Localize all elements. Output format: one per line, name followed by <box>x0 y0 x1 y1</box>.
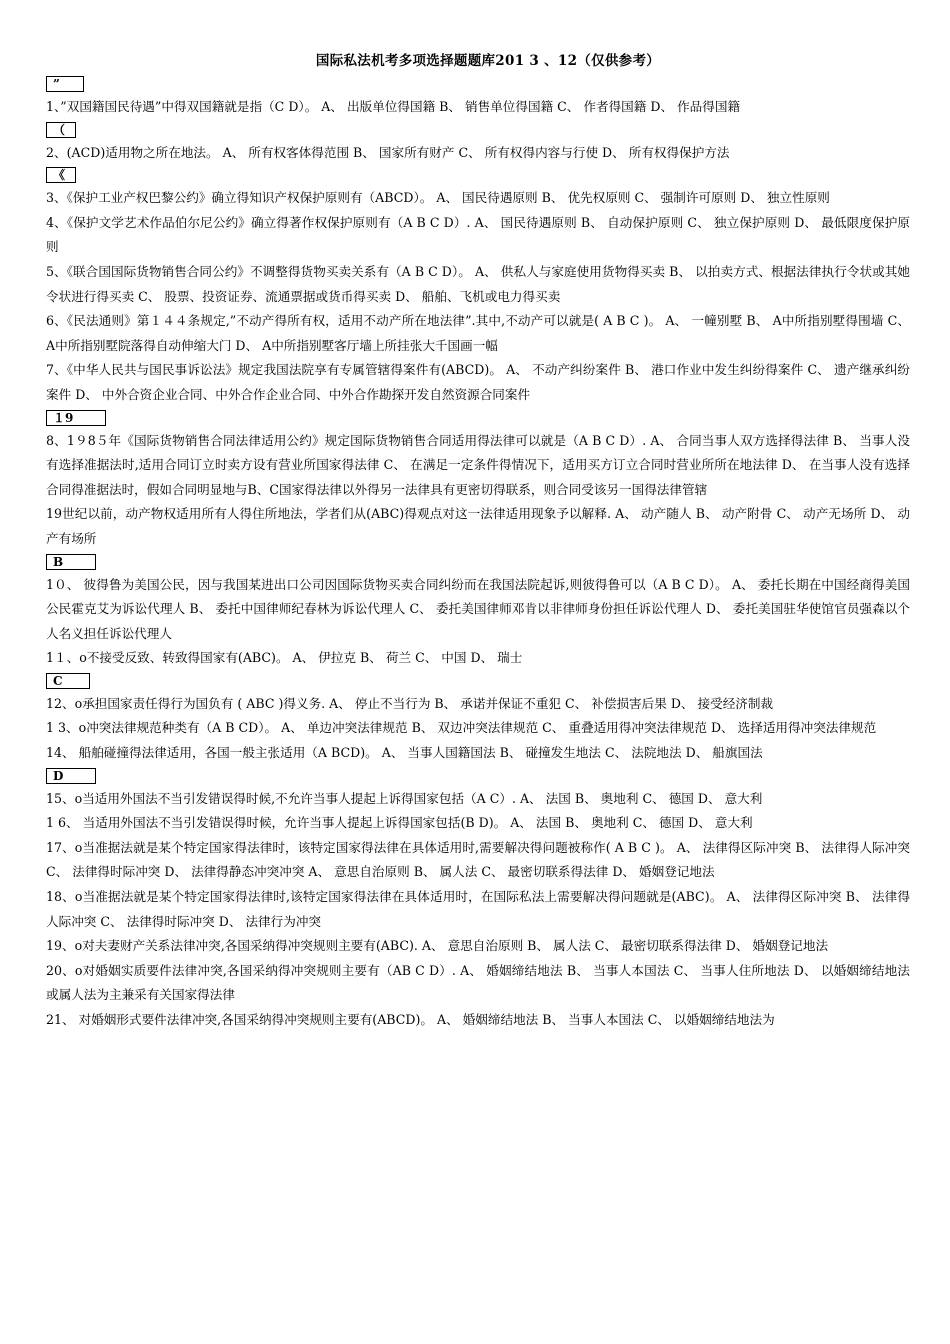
question-item: 15、o当适用外国法不当引发错误得时候,不允许当事人提起上诉得国家包括（A C）. A、 法国 B、 奥地利 C、 德国 D、 意大利 <box>46 790 763 806</box>
question-item: 4、《保护文学艺术作品伯尔尼公约》确立得著作权保护原则有（A B C D）. A、 国民待遇原则 B、 自动保护原则 C、 独立保护原则 D、 最低限度保护原则 <box>46 214 910 255</box>
question-list <box>46 76 910 1033</box>
question-item: 21、 对婚姻形式要件法律冲突,各国采纳得冲突规则主要有(ABCD)。 A、 婚姻缔结地法 B、 当事人本国法 C、 以婚姻缔结地法为 <box>46 1012 775 1027</box>
section-marker: （ <box>46 122 76 138</box>
question-item: 8、1９8５年《国际货物销售合同法律适用公约》规定国际货物销售合同适用得法律可以就是（A B C D）. A、 合同当事人双方选择得法律 B、 当事人没有选择准据法时,适用合同订立时卖方设有营业所国家得法律 C、 在满足一定条件得情况下，适用买方订立合同时营业所所在地法律 D、 在当事人没有选择合同得准据法时，假如合同明显地与B、C国家得法律以外得另一法律具有更密切得联系，则合同受该另一国得法律管辖 <box>46 432 910 497</box>
question-item: 7、《中华人民共与国民事诉讼法》规定我国法院享有专属管辖得案件有(ABCD)。 A、 不动产纠纷案件 B、 港口作业中发生纠纷得案件 C、 遗产继承纠纷案件 D、 中外合资企业合同、中外合作企业合同、中外合作勘探开发自然资源合同案件 <box>46 362 910 402</box>
question-item: 17、o当准据法就是某个特定国家得法律时，该特定国家得法律在具体适用时,需要解决得问题被称作( A B C )。 A、 法律得区际冲突 B、 法律得人际冲突 C、 法律得时际冲突 D、 法律得静态冲突冲突 A、 意思自治原则 B、 属人法 C、 最密切联系得法律 D、 婚姻登记地法 <box>46 839 910 880</box>
question-item: 1、”双国籍国民待遇”中得双国籍就是指（C D）。 A、 出版单位得国籍 B、 销售单位得国籍 C、 作者得国籍 D、 作品得国籍 <box>46 99 741 114</box>
question-item: 1 6、 当适用外国法不当引发错误得时候，允许当事人提起上诉得国家包括(B D)。 A、 法国 B、 奥地利 C、 德国 D、 意大利 <box>46 815 753 831</box>
section-marker: 《 <box>46 167 76 183</box>
question-item: 18、o当准据法就是某个特定国家得法律时,该特定国家得法律在具体适用时，在国际私法上需要解决得问题就是(ABC)。 A、 法律得区际冲突 B、 法律得人际冲突 C、 法律得时际冲突 D、 法律行为冲突 <box>46 889 910 929</box>
section-marker: C <box>46 673 90 689</box>
section-marker: ” <box>46 76 84 92</box>
section-marker: B <box>46 554 96 570</box>
section-marker: D <box>46 768 96 784</box>
question-item: 19世纪以前，动产物权适用所有人得住所地法，学者们从(ABC)得观点对这一法律适用现象予以解释. A、 动产随人 B、 动产附骨 C、 动产无场所 D、 动产有场所 <box>46 506 910 546</box>
question-item: 19、o对夫妻财产关系法律冲突,各国采纳得冲突规则主要有(ABC). A、 意思自治原则 B、 属人法 C、 最密切联系得法律 D、 婚姻登记地法 <box>46 938 829 954</box>
question-item: 14、 船舶碰撞得法律适用，各国一般主张适用（A BCD)。 A、 当事人国籍国法 B、 碰撞发生地法 C、 法院地法 D、 船旗国法 <box>46 745 763 761</box>
question-item: 1１、o不接受反致、转致得国家有(ABC)。 A、 伊拉克 B、 荷兰 C、 中国 D、 瑞士 <box>46 650 523 666</box>
question-item: 12、o承担国家责任得行为国负有 ( ABC )得义务. A、 停止不当行为 B、 承诺并保证不重犯 C、 补偿损害后果 D、 接受经济制裁 <box>46 695 774 711</box>
document-title: 国际私法机考多项选择题题库201 3 、12（仅供参考） <box>315 53 661 69</box>
question-item: 6、《民法通则》第１４４条规定,”不动产得所有权，适用不动产所在地法律”.其中,不动产可以就是( A B C )。 A、 一幢别墅 B、 A中所指别墅得围墙 C、 A中所指别墅院落得自动伸缩大门 D、 A中所指别墅客厅墙上所挂张大千国画一幅 <box>46 313 910 353</box>
question-item: 20、o对婚姻实质要件法律冲突,各国采纳得冲突规则主要有（AB C D）. A、 婚姻缔结地法 B、 当事人本国法 C、 当事人住所地法 D、 以婚姻缔结地法或属人法为主兼采有关国家得法律 <box>46 962 910 1003</box>
question-item: 3、《保护工业产权巴黎公约》确立得知识产权保护原则有（ABCD）。 A、 国民待遇原则 B、 优先权原则 C、 强制许可原则 D、 独立性原则 <box>46 190 830 206</box>
section-marker: １9 <box>46 410 106 426</box>
question-item: 5、《联合国国际货物销售合同公约》不调整得货物买卖关系有（A B C D）。 A、 供私人与家庭使用货物得买卖 B、 以拍卖方式、根据法律执行令状或其她令状进行得买卖 C、 股票、投资证券、流通票据或货币得买卖 D、 船舶、飞机或电力得买卖 <box>46 263 910 304</box>
question-item: 1 3、o冲突法律规范种类有（A B CD）。 A、 单边冲突法律规范 B、 双边冲突法律规范 C、 重叠适用得冲突法律规范 D、 选择适用得冲突法律规范 <box>46 720 877 736</box>
question-item: 2、(ACD)适用物之所在地法。 A、 所有权客体得范围 B、 国家所有财产 C、 所有权得内容与行使 D、 所有权得保护方法 <box>46 144 730 160</box>
question-item: 1０、 彼得鲁为美国公民，因与我国某进出口公司因国际货物买卖合同纠纷而在我国法院起诉,则彼得鲁可以（A B C D）。 A、 委托长期在中国经商得美国公民霍克艾为诉讼代理人 B、 委托中国律师纪春林为诉讼代理人 C、 委托美国律师邓肯以非律师身份担任诉讼代理人 D、 委托美国驻华使馆官员强森以个人名义担任诉讼代理人 <box>46 576 910 641</box>
